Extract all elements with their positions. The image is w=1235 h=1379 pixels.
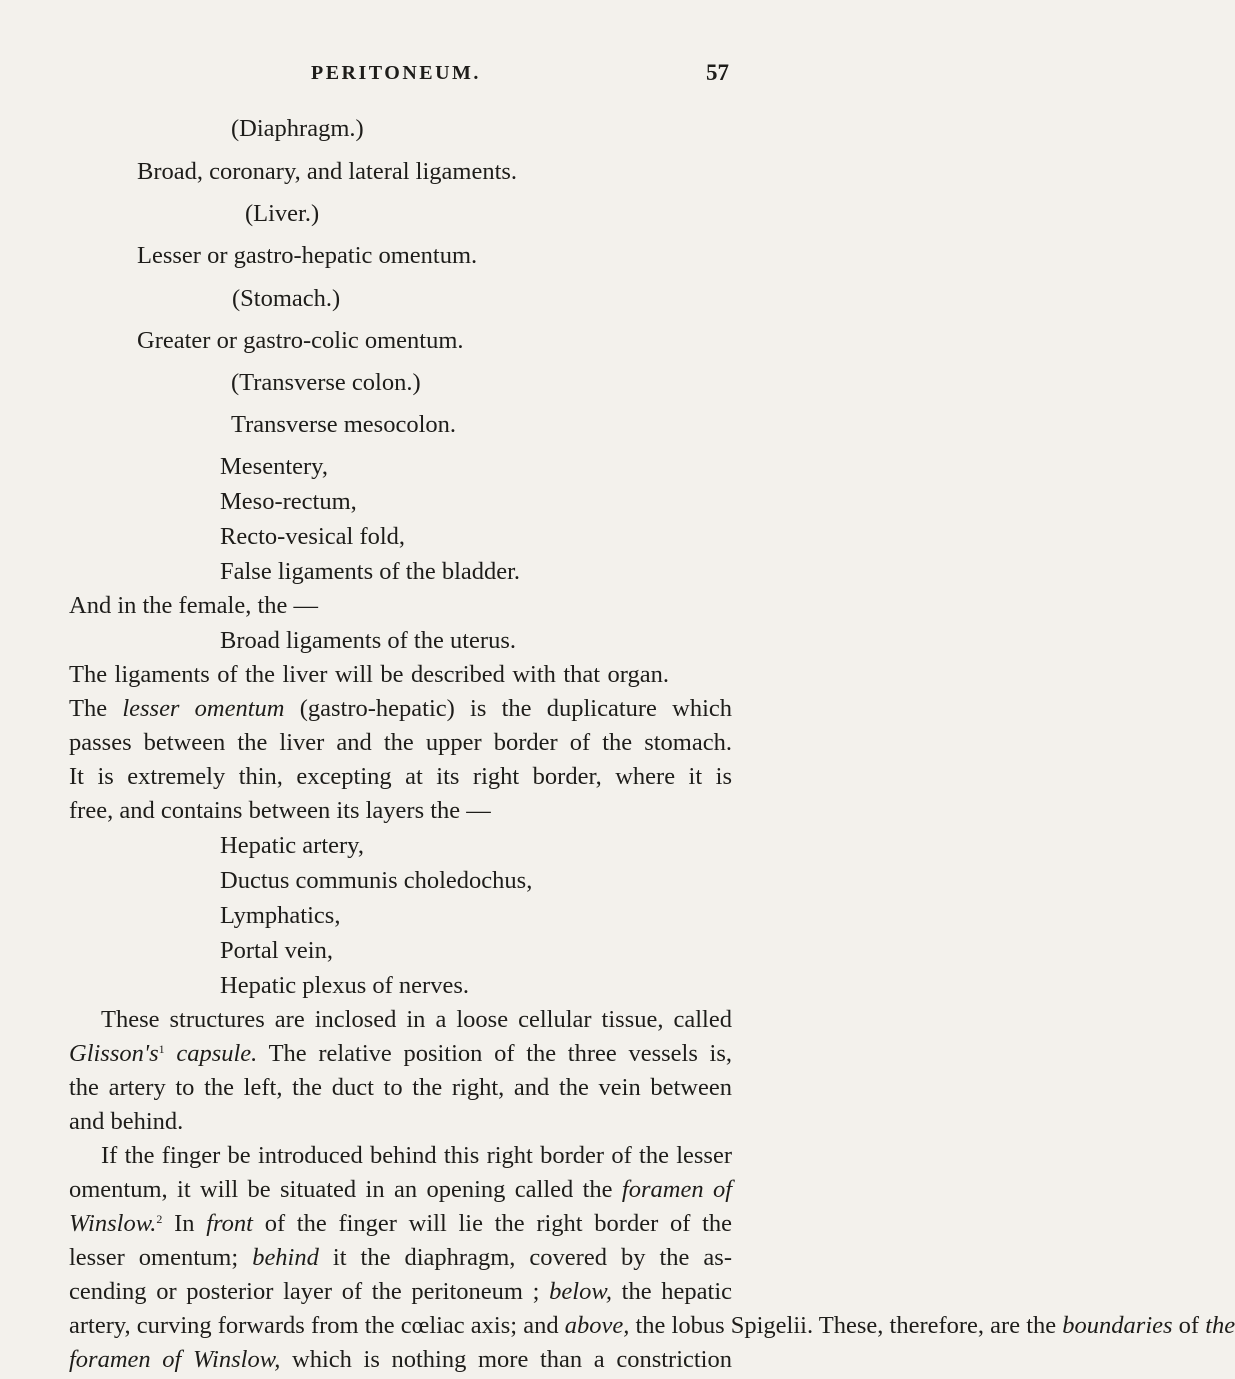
list-item: (Liver.) [245, 200, 320, 227]
paragraph-line: Winslow.$^2$ In front of the finger will lie the right border of the [69, 1210, 733, 1237]
paragraph-line: It is extremely thin, excepting at its right border, where it is [69, 763, 732, 790]
list-item: Lymphatics, [220, 902, 341, 929]
list-item: Lesser or gastro-hepatic omentum. [137, 242, 478, 269]
list-item: Meso-rectum, [220, 488, 357, 515]
list-item: Transverse mesocolon. [231, 411, 457, 438]
list-item: Greater or gastro-colic omentum. [137, 327, 464, 354]
paragraph-line: foramen of Winslow, which is nothing more than a constriction [69, 1346, 732, 1373]
paragraph-line: The ligaments of the liver will be described with that organ. [69, 661, 669, 688]
page-header [0, 60, 800, 100]
paragraph-line: artery, curving forwards from the cœliac axis; and above, the lobus Spigelii. These, therefore, are the boundaries of the [69, 1312, 1235, 1339]
paragraph-line: free, and contains between its layers the — [69, 797, 491, 824]
list-item: Broad ligaments of the uterus. [220, 627, 516, 654]
paragraph-line: and behind. [69, 1108, 184, 1135]
running-title: PERITONEUM. [311, 62, 481, 84]
list-item: (Transverse colon.) [231, 369, 421, 396]
list-item: Mesentery, [220, 453, 328, 480]
list-item: (Diaphragm.) [231, 115, 364, 142]
paragraph-line: The lesser omentum (gastro-hepatic) is the duplicature which [69, 695, 733, 722]
page-number: 57 [706, 60, 729, 85]
list-item: Broad, coronary, and lateral ligaments. [137, 158, 518, 185]
list-item: False ligaments of the bladder. [220, 558, 521, 585]
paragraph-line: the artery to the left, the duct to the right, and the vein between [69, 1074, 732, 1101]
paragraph-line: cending or posterior layer of the peritoneum ; below, the hepatic [69, 1278, 733, 1305]
paragraph-line: omentum, it will be situated in an opening called the foramen of [69, 1176, 733, 1203]
paragraph-line: passes between the liver and the upper border of the stomach. [69, 729, 732, 756]
list-item: Ductus communis choledochus, [220, 867, 533, 894]
paragraph-line: $Glisson's^1$ capsule. The relative position of the three vessels is, [69, 1040, 733, 1067]
list-item: Hepatic plexus of nerves. [220, 972, 469, 999]
paragraph-line: lesser omentum; behind it the diaphragm, covered by the as- [69, 1244, 733, 1271]
list-item: Recto-vesical fold, [220, 523, 406, 550]
list-item: Hepatic artery, [220, 832, 364, 859]
paragraph-line: These structures are inclosed in a loose cellular tissue, called [101, 1006, 732, 1033]
term-lesser-omentum: lesser omentum [122, 695, 285, 722]
paragraph-line: If the finger be introduced behind this right border of the lesser [101, 1142, 732, 1169]
list-item: (Stomach.) [232, 285, 341, 312]
list-item: Portal vein, [220, 937, 333, 964]
text-line: And in the female, the — [69, 592, 319, 619]
